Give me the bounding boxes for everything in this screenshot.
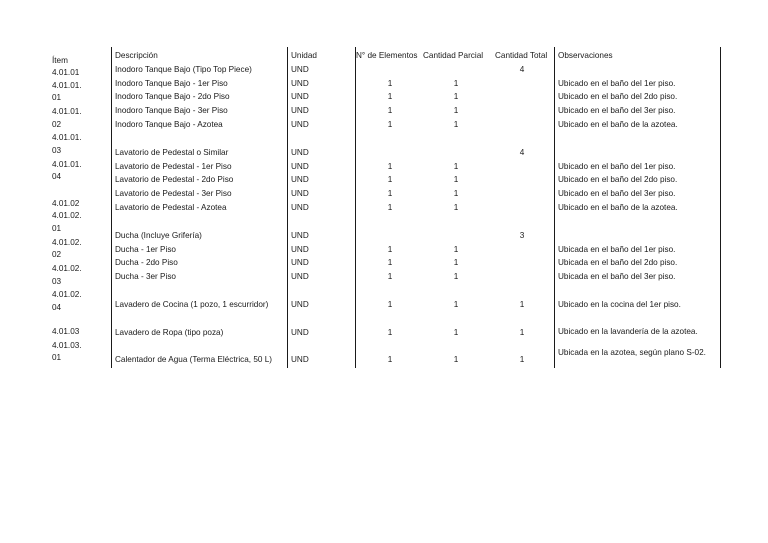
header-total: Cantidad Total [495,51,548,60]
cell-parcial: 1 [453,300,459,309]
item-code: 4.01.03 [52,327,80,336]
cell-descripcion: Inodoro Tanque Bajo - Azotea [115,120,223,129]
item-code: 4.01.03. [52,341,82,350]
header-elementos: N° de Elementos [356,51,418,60]
cell-descripcion: Inodoro Tanque Bajo - 2do Piso [115,92,230,101]
item-code: 4.01.02. [52,211,82,220]
item-code: 4.01.01 [52,68,80,77]
item-code: 01 [52,353,62,362]
cell-elementos: 1 [387,92,393,101]
cell-elementos: 1 [387,189,393,198]
cell-observaciones: Ubicado en el baño del 3er piso. [558,106,676,115]
cell-descripcion: Ducha - 2do Piso [115,258,178,267]
cell-parcial: 1 [453,162,459,171]
cell-elementos: 1 [387,328,393,337]
item-code: 4.01.01. [52,160,82,169]
cell-elementos: 1 [387,300,393,309]
header-parcial: Cantidad Parcial [423,51,484,60]
item-code: 03 [52,277,62,286]
cell-descripcion: Calentador de Agua (Terma Eléctrica, 50 L) [115,355,273,364]
cell-observaciones: Ubicado en el baño de la azotea. [558,203,678,212]
cell-parcial: 1 [453,120,459,129]
cell-elementos: 1 [387,258,393,267]
cell-observaciones: Ubicado en el baño del 2do piso. [558,175,678,184]
column-divider [355,47,356,368]
cell-descripcion: Lavatorio de Pedestal - 1er Piso [115,162,232,171]
cell-descripcion: Lavadero de Ropa (tipo poza) [115,328,224,337]
item-code: 4.01.02. [52,264,82,273]
cell-total: 4 [519,148,525,157]
cell-elementos: 1 [387,175,393,184]
cell-observaciones: Ubicado en la cocina del 1er piso. [558,300,681,309]
cell-unidad: UND [291,148,309,157]
cell-unidad: UND [291,328,309,337]
column-divider [720,47,721,368]
cell-observaciones: Ubicado en el baño de la azotea. [558,120,678,129]
cell-parcial: 1 [453,328,459,337]
cell-observaciones: Ubicada en el baño del 2do piso. [558,258,678,267]
cell-descripcion: Lavatorio de Pedestal - 3er Piso [115,189,232,198]
cell-observaciones: Ubicado en el baño del 1er piso. [558,79,676,88]
cell-parcial: 1 [453,92,459,101]
cell-descripcion: Inodoro Tanque Bajo (Tipo Top Piece) [115,65,252,74]
item-code: 04 [52,303,62,312]
cell-parcial: 1 [453,203,459,212]
column-divider [287,47,288,368]
cell-descripcion: Ducha - 1er Piso [115,245,176,254]
cell-parcial: 1 [453,79,459,88]
cell-parcial: 1 [453,272,459,281]
cell-observaciones: Ubicado en el baño del 1er piso. [558,162,676,171]
cell-unidad: UND [291,272,309,281]
cell-parcial: 1 [453,175,459,184]
cell-parcial: 1 [453,245,459,254]
cell-total: 1 [519,300,525,309]
cell-total: 4 [519,65,525,74]
cell-elementos: 1 [387,203,393,212]
cell-elementos: 1 [387,120,393,129]
item-code: 01 [52,93,62,102]
cell-unidad: UND [291,300,309,309]
item-code: 4.01.02. [52,238,82,247]
item-code: 4.01.01. [52,107,82,116]
cell-descripcion: Lavatorio de Pedestal - 2do Piso [115,175,234,184]
item-code: 04 [52,172,62,181]
cell-unidad: UND [291,106,309,115]
cell-unidad: UND [291,355,309,364]
cell-observaciones: Ubicado en el baño del 3er piso. [558,189,676,198]
cell-parcial: 1 [453,189,459,198]
cell-total: 3 [519,231,525,240]
header-descripcion: Descripción [115,51,158,60]
cell-observaciones: Ubicada en el baño del 3er piso. [558,272,676,281]
item-code: 02 [52,120,62,129]
cell-elementos: 1 [387,79,393,88]
cell-unidad: UND [291,79,309,88]
cell-observaciones: Ubicada en la azotea, según plano S-02. [558,348,706,357]
cell-unidad: UND [291,65,309,74]
cell-elementos: 1 [387,245,393,254]
cell-descripcion: Ducha (Incluye Grifería) [115,231,202,240]
cell-descripcion: Lavadero de Cocina (1 pozo, 1 escurridor) [115,300,269,309]
cell-descripcion: Ducha - 3er Piso [115,272,176,281]
cell-descripcion: Lavatorio de Pedestal o Similar [115,148,229,157]
cell-elementos: 1 [387,162,393,171]
item-code: 01 [52,224,62,233]
cell-observaciones: Ubicado en el baño del 2do piso. [558,92,678,101]
header-item: Ítem [52,56,68,65]
header-unidad: Unidad [291,51,317,60]
item-code: 4.01.02 [52,199,80,208]
cell-observaciones: Ubicada en el baño del 1er piso. [558,245,676,254]
cell-unidad: UND [291,203,309,212]
cell-elementos: 1 [387,106,393,115]
cell-unidad: UND [291,189,309,198]
column-divider [111,47,112,368]
cell-parcial: 1 [453,258,459,267]
item-code: 03 [52,146,62,155]
cell-descripcion: Inodoro Tanque Bajo - 3er Piso [115,106,228,115]
cell-total: 1 [519,355,525,364]
cell-parcial: 1 [453,355,459,364]
item-code: 02 [52,250,62,259]
header-observaciones: Observaciones [558,51,613,60]
cell-unidad: UND [291,231,309,240]
cell-unidad: UND [291,92,309,101]
cell-elementos: 1 [387,355,393,364]
cell-unidad: UND [291,175,309,184]
item-code: 4.01.01. [52,81,82,90]
cell-total: 1 [519,328,525,337]
cell-elementos: 1 [387,272,393,281]
cell-unidad: UND [291,258,309,267]
cell-observaciones: Ubicado en la lavandería de la azotea. [558,327,698,336]
column-divider [554,47,555,368]
cell-unidad: UND [291,162,309,171]
cell-unidad: UND [291,245,309,254]
cell-descripcion: Inodoro Tanque Bajo - 1er Piso [115,79,228,88]
cell-parcial: 1 [453,106,459,115]
cell-descripcion: Lavatorio de Pedestal - Azotea [115,203,227,212]
item-code: 4.01.02. [52,290,82,299]
item-code: 4.01.01. [52,133,82,142]
cell-unidad: UND [291,120,309,129]
